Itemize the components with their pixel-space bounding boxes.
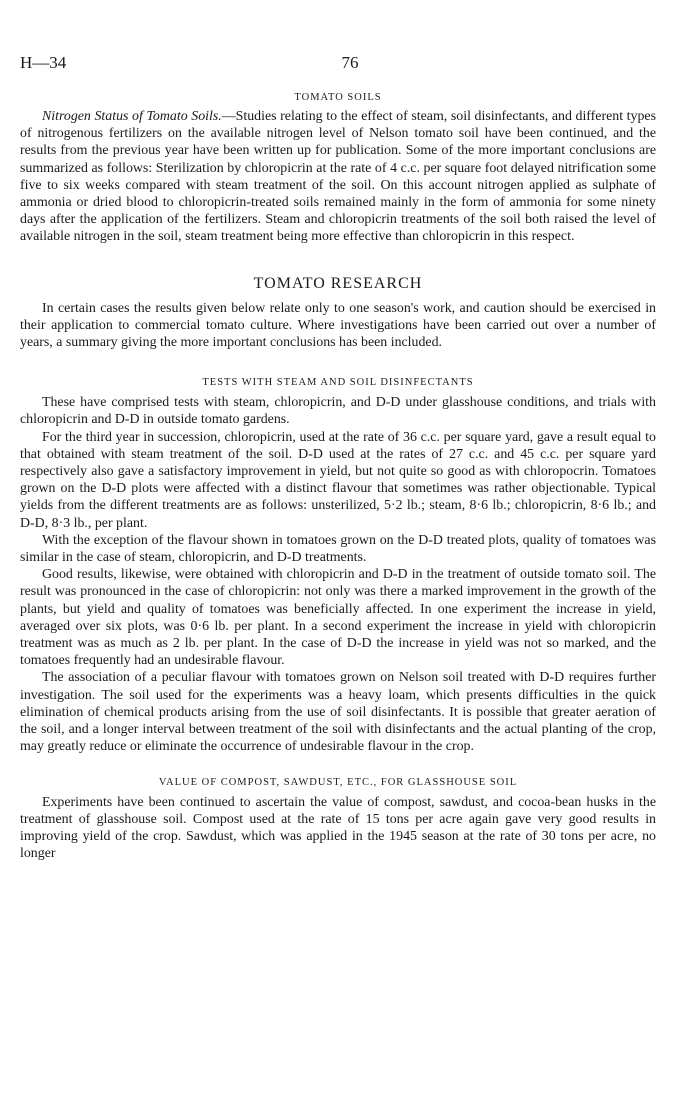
page-number: 76	[341, 53, 359, 72]
section-heading-tomato-soils: TOMATO SOILS	[294, 92, 382, 103]
paragraph-third-year: For the third year in succession, chloropicrin, used at the rate of 36 c.c. per square yard, gave a result equal to that obtained with steam treatment of the soil. D-D used at the rates of 27 c.c. and 45 c.c. per square yard respectively also gave a satisfactory improvement in yield, but not quite so good as with chloropocrin. Tomatoes grown on the D-D plots were affected with a distinct flavour that sometimes was rather objectionable. Typical yields from the different treatments are as follows: unsterilized, 5·2 lb.; steam, 8·6 lb.; chloropicrin, 8·6 lb.; and D-D, 8·3 lb., per plant.	[20, 429, 656, 531]
paragraph-tests-intro: These have comprised tests with steam, chloropicrin, and D-D under glasshouse conditions, and trials with chloropicrin and D-D in outside tomato gardens.	[20, 395, 656, 428]
paragraph-nitrogen-status-body: —Studies relating to the effect of steam, soil disinfectants, and different types of nitrogenous fertilizers on the available nitrogen level of Nelson tomato soil have been continued, and the results from the previous year have been written up for publication. Some of the more important conclusions are summarized as follows: Sterilization by chloropicrin at the rate of 4 c.c. per square foot delayed nitrification some five to six weeks compared with steam treatment of the soil. On this account nitrogen applied as sulphate of ammonia or dried blood to chloropicrin-treated soils remained mainly in the form of ammonia for some ninety days after the application of the fertilizers. Steam and chloropicrin treatments of the soil both raised the level of available nitrogen in the soil, steam treatment being more effective than chloropicrin in this respect.	[20, 109, 656, 245]
paragraph-nitrogen-status	[20, 108, 656, 246]
report-code: H—34	[20, 53, 67, 72]
italic-lead-nitrogen-status: Nitrogen Status of Tomato Soils.	[42, 109, 222, 124]
paragraph-outside-soil: Good results, likewise, were obtained with chloropicrin and D-D in the treatment of outside tomato soil. The result was pronounced in the case of chloropicrin: not only was there a marked improvement in the growth of the plants, but yield and quality of tomatoes was beneficially affected. In one experiment the increase in yield, averaged over six plots, was 0·6 lb. per plant. In a second experiment the increase in yield with chloropicrin treatment was as much as 2 lb. per plant. In the case of D-D the increase in yield was not so marked, and the tomatoes frequently had an undesirable flavour.	[20, 567, 656, 669]
section-heading-compost: VALUE OF COMPOST, SAWDUST, ETC., FOR GLASSHOUSE SOIL	[158, 776, 518, 788]
running-header	[20, 53, 680, 75]
paragraph-flavour-exception: With the exception of the flavour shown in tomatoes grown on the D-D treated plots, quality of tomatoes was similar in the case of steam, chloropicrin, and D-D treatments.	[20, 532, 656, 566]
paragraph-compost: Experiments have been continued to ascertain the value of compost, sawdust, and cocoa-bean husks in the treatment of glasshouse soil. Compost used at the rate of 15 tons per acre again gave very good results in improving yield of the crop. Sawdust, which was applied in the 1945 season at the rate of 30 tons per acre, no longer	[20, 794, 656, 862]
paragraph-tomato-research: In certain cases the results given below relate only to one season's work, and caution should be exercised in their application to commercial tomato culture. Where investigations have been carried out over a number of years, a summary giving the more important conclusions has been included.	[20, 300, 656, 351]
section-heading-tomato-research: TOMATO RESEARCH	[253, 274, 423, 292]
page-content	[20, 86, 656, 862]
paragraph-peculiar-flavour: The association of a peculiar flavour with tomatoes grown on Nelson soil treated with D-D requires further investigation. The soil used for the experiments was a heavy loam, which presents difficulties in the quick elimination of chemical products arising from the use of soil disinfectants. It is possible that greater aeration of the soil, and a longer interval between treatment of the soil with disinfectants and the actual planting of the crop, may greatly reduce or eliminate the occurrence of undesirable flavour in the crop.	[20, 670, 656, 755]
section-heading-tests-steam: TESTS WITH STEAM AND SOIL DISINFECTANTS	[202, 377, 474, 389]
